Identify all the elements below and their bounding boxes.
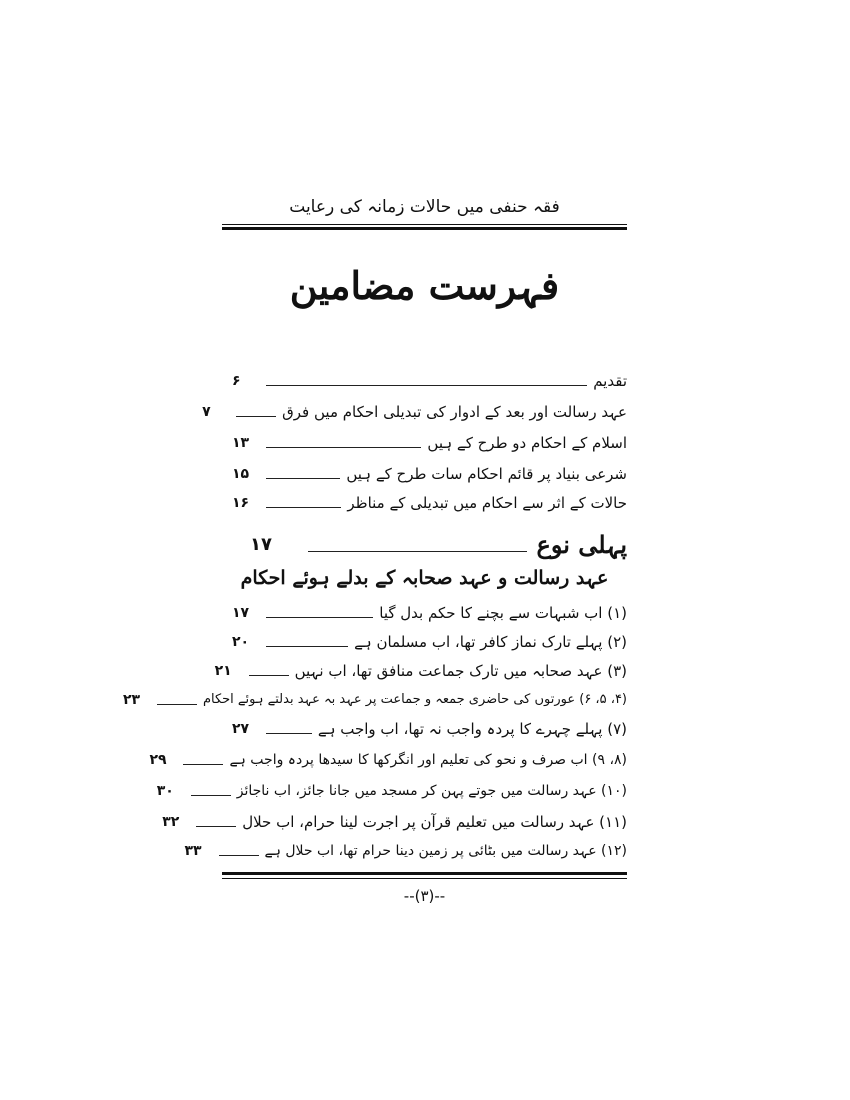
toc-entry <box>232 459 627 485</box>
toc-entry-title: عہد رسالت اور بعد کے ادوار کی تبدیلی احکام میں فرق <box>282 403 627 421</box>
toc-entry-title: (۱۱) عہد رسالت میں تعلیم قرآن پر اجرت لینا حرام، اب حلال <box>242 813 627 831</box>
toc-entry <box>214 656 627 682</box>
toc-entry-page: ۱۶ <box>232 495 250 511</box>
toc-entry-page: ۱۳ <box>232 435 250 451</box>
toc-entry <box>184 836 627 862</box>
footer-rule-thin <box>222 878 627 879</box>
running-head: فقہ حنفی میں حالات زمانہ کی رعایت <box>289 197 560 217</box>
toc-entry <box>232 428 627 454</box>
toc-entry-page: ۲۰ <box>232 634 250 650</box>
toc-entry-page: ۳۲ <box>162 814 180 830</box>
toc-entry-page: ۶ <box>232 373 241 389</box>
section-label: پہلی نوع <box>536 530 627 559</box>
toc-entry <box>156 776 627 802</box>
toc-entry-page: ۱۷ <box>232 605 250 621</box>
toc-entry-title: (۷) پہلے چہرے کا پردہ واجب نہ تھا، اب واجب ہے <box>317 720 627 738</box>
toc-entry <box>202 397 627 423</box>
section-page: ۱۷ <box>250 534 272 555</box>
toc-leader <box>266 478 340 479</box>
toc-entry-title: تقدیم <box>593 372 627 390</box>
toc-leader <box>196 826 236 827</box>
toc-entry <box>232 714 627 740</box>
toc-entry <box>232 627 627 653</box>
toc-entry-page: ۲۹ <box>149 752 167 768</box>
toc-leader <box>266 385 587 386</box>
header-rule-thick <box>222 227 627 230</box>
toc-leader <box>266 617 373 618</box>
toc-leader <box>183 764 223 765</box>
toc-entry-page: ۲۳ <box>122 692 141 708</box>
section-heading: عہد رسالت و عہد صحابہ کے بدلے ہوئے احکام <box>240 567 609 589</box>
toc-leader <box>249 675 289 676</box>
toc-entry-page: ۷ <box>202 404 211 420</box>
toc-entry-title: (۳) عہد صحابہ میں تارک جماعت منافق تھا، اب نہیں <box>294 662 627 680</box>
toc-entry-title: حالات کے اثر سے احکام میں تبدیلی کے مناظر <box>347 494 627 512</box>
toc-entry-page: ۲۷ <box>232 721 250 737</box>
toc-entry-page: ۱۵ <box>232 466 250 482</box>
toc-leader <box>266 646 348 647</box>
section-rule <box>308 551 527 552</box>
section-label-row <box>232 526 627 560</box>
toc-entry <box>232 598 627 624</box>
toc-leader <box>266 447 421 448</box>
toc-entry-title: (۸، ۹) اب صرف و نحو کی تعلیم اور انگرکھا کا سیدھا پردہ واجب ہے <box>229 752 627 768</box>
toc-entry-title: شرعی بنیاد پر قائم احکام سات طرح کے ہیں <box>346 465 627 483</box>
toc-entry <box>232 488 627 514</box>
toc-entry-title: (۱) اب شبہات سے بچنے کا حکم بدل گیا <box>379 604 627 622</box>
toc-entry-title: (۲) پہلے تارک نماز کافر تھا، اب مسلمان ہے <box>354 633 627 651</box>
toc-entry-page: ۳۳ <box>184 843 202 859</box>
toc-entry-title: اسلام کے احکام دو طرح کے ہیں <box>427 434 627 452</box>
toc-title: فہرست مضامین <box>289 263 560 308</box>
toc-leader <box>191 795 231 796</box>
toc-entry-page: ۲۱ <box>214 663 232 679</box>
toc-entry-title: (۴، ۵، ۶) عورتوں کی حاضری جمعہ و جماعت پر عہد بہ عہد بدلتے ہوئے احکام <box>202 692 627 707</box>
toc-leader <box>236 416 276 417</box>
toc-entry <box>232 366 627 392</box>
toc-leader <box>266 507 341 508</box>
toc-entry <box>149 745 627 771</box>
toc-leader <box>266 733 312 734</box>
toc-entry <box>162 807 627 833</box>
footer-rule-thick <box>222 872 627 875</box>
toc-entry-page: ۳۰ <box>156 783 174 799</box>
toc-entry-title: (۱۰) عہد رسالت میں جوتے پہن کر مسجد میں جانا جائز، اب ناجائز <box>236 783 627 799</box>
toc-entry-title: (۱۲) عہد رسالت میں بٹائی پر زمین دینا حرام تھا، اب حلال ہے <box>264 843 627 859</box>
toc-entry <box>122 685 627 711</box>
header-rule-thin <box>222 224 627 225</box>
toc-leader <box>219 855 259 856</box>
toc-leader <box>157 704 197 705</box>
page-number: --(۳)-- <box>403 887 446 905</box>
